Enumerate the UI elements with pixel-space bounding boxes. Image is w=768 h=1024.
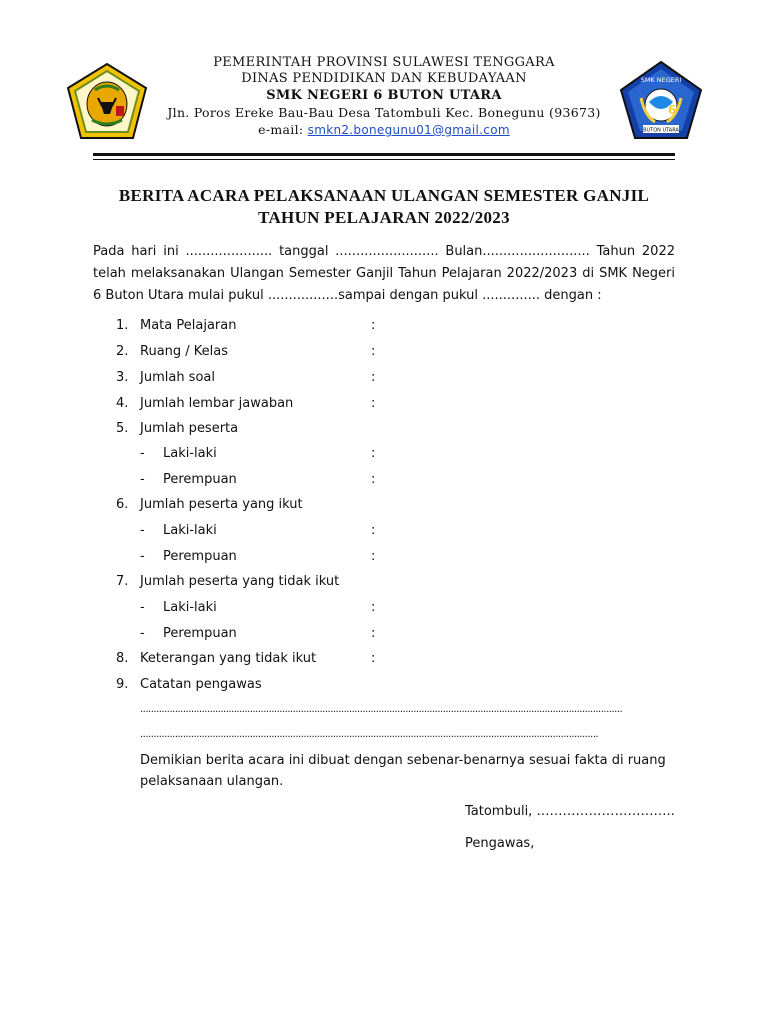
sub-item-male: - Laki-laki :: [140, 600, 376, 615]
notes-line-2: ...........................................................................................................................................................................: [140, 729, 599, 740]
header-address: Jln. Poros Ereke Bau-Bau Desa Tatombuli Kec. Bonegunu (93673): [167, 105, 601, 120]
svg-text:BUTON UTARA: BUTON UTARA: [643, 127, 679, 134]
field-label: Jumlah peserta: [140, 421, 239, 436]
field-label: Jumlah lembar jawaban: [140, 396, 294, 411]
header-email-row: [0, 122, 768, 137]
list-item: 4. Jumlah lembar jawaban :: [116, 396, 376, 411]
header-rule-thick: [93, 153, 675, 156]
field-label: Jumlah peserta yang tidak ikut: [140, 574, 340, 589]
list-item: 6. Jumlah peserta yang ikut: [116, 497, 303, 512]
notes-line-1: ....................................................................................................................................................................................: [140, 704, 623, 715]
doc-title-line1: BERITA ACARA PELAKSANAAN ULANGAN SEMESTER GANJIL: [118, 186, 650, 205]
field-label: Keterangan yang tidak ikut: [140, 651, 317, 666]
sub-item-female: - Perempuan :: [140, 472, 376, 487]
svg-text:6: 6: [667, 103, 677, 117]
header-rule-thin: [93, 159, 675, 160]
sub-item-male: - Laki-laki :: [140, 523, 376, 538]
sub-item-male: - Laki-laki :: [140, 446, 376, 461]
list-item: 9. Catatan pengawas: [116, 677, 262, 692]
intro-paragraph: Pada hari ini ..................... tanggal ......................... Bulan.......................... Tahun 2022 telah melaksanakan Ulangan Semester Ganjil Tahun Pelajaran 2022/2023 di SMK Negeri 6 Buton Utara mulai pukul .................sampai dengan pukul .............. dengan :: [93, 244, 675, 303]
email-link[interactable]: smkn2.bonegunu01@gmail.com: [307, 123, 510, 137]
field-label: Jumlah soal: [140, 370, 215, 385]
list-item: 2. Ruang / Kelas :: [116, 344, 376, 359]
closing-statement: Demikian berita acara ini dibuat dengan sebenar-benarnya sesuai fakta di ruang pelaksanaan ulangan.: [140, 753, 666, 789]
list-item: 5. Jumlah peserta: [116, 421, 239, 436]
field-label: Mata Pelajaran: [140, 318, 237, 333]
field-label: Jumlah peserta yang ikut: [140, 497, 303, 512]
header-department: DINAS PENDIDIKAN DAN KEBUDAYAAN: [241, 71, 527, 86]
field-label: Ruang / Kelas: [140, 344, 229, 359]
signer-title: Pengawas,: [465, 836, 535, 851]
sub-item-female: - Perempuan :: [140, 626, 376, 641]
place-date: Tatombuli, …………………………..: [465, 804, 675, 819]
field-label: Catatan pengawas: [140, 677, 262, 692]
list-item: 1. Mata Pelajaran :: [116, 318, 376, 333]
header-government: PEMERINTAH PROVINSI SULAWESI TENGGARA: [213, 55, 555, 70]
email-label: e-mail:: [258, 122, 304, 137]
svg-text:SMK NEGERI: SMK NEGERI: [640, 76, 682, 84]
sub-item-female: - Perempuan :: [140, 549, 376, 564]
header-school-name: SMK NEGERI 6 BUTON UTARA: [266, 88, 502, 103]
list-item: 3. Jumlah soal :: [116, 370, 376, 385]
list-item: 8. Keterangan yang tidak ikut :: [116, 651, 376, 666]
list-item: 7. Jumlah peserta yang tidak ikut: [116, 574, 340, 589]
doc-title-line2: TAHUN PELAJARAN 2022/2023: [258, 208, 510, 227]
